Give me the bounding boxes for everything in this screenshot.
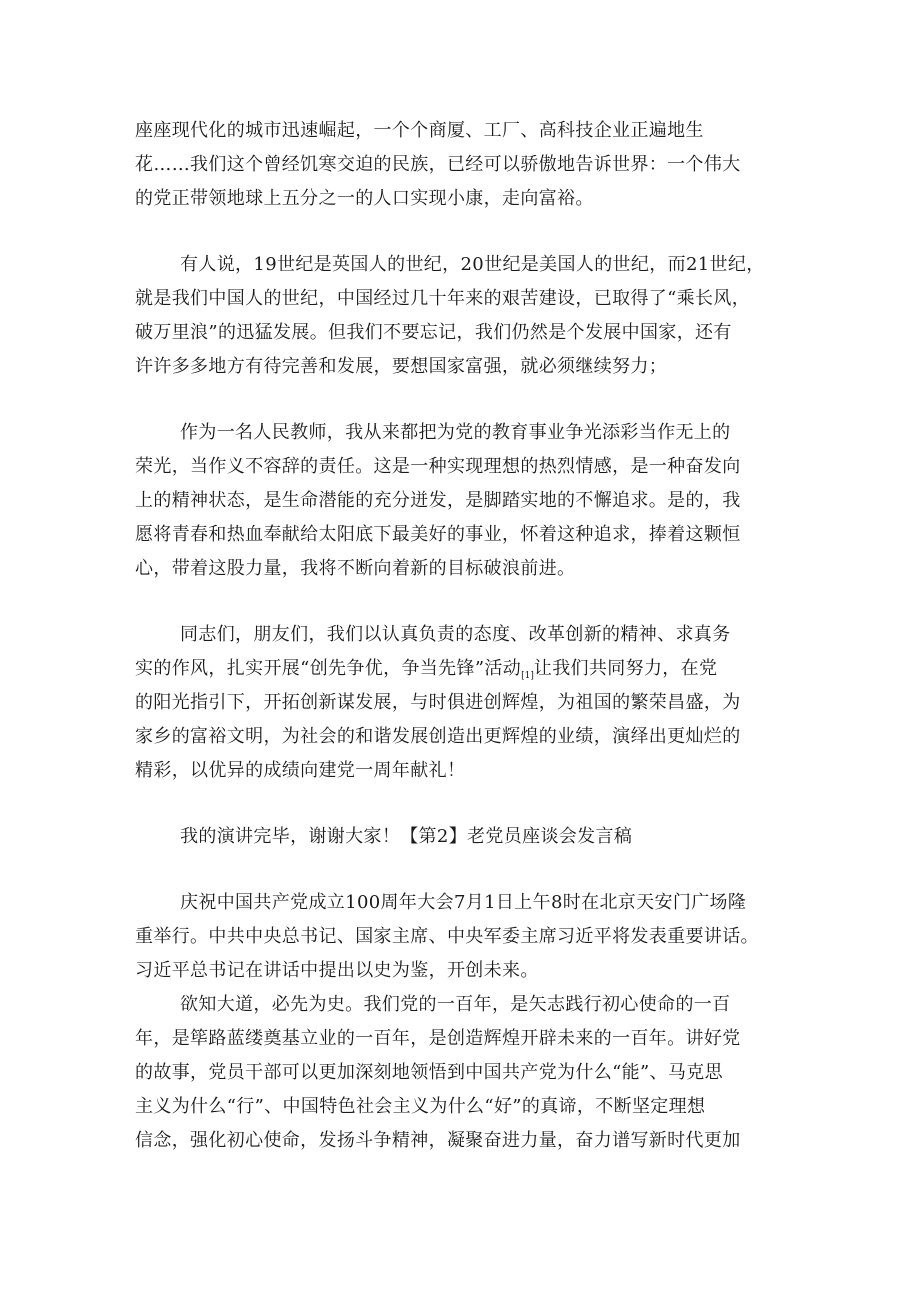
footnote-mark: [1] bbox=[521, 671, 534, 681]
text-line: 的阳光指引下，开拓创新谋发展，与时俱进创辉煌，为祖国的繁荣昌盛，为 bbox=[135, 692, 741, 713]
text-line: 有人说，19世纪是英国人的世纪，20世纪是美国人的世纪，而21世纪， bbox=[180, 254, 765, 275]
text-line: 心，带着这股力量，我将不断向着新的目标破浪前进。 bbox=[135, 558, 576, 579]
text-line-part: 让我们共同努力，在党 bbox=[533, 658, 718, 679]
text-line: 破万里浪”的迅猛发展。但我们不要忘记，我们仍然是个发展中国家，还有 bbox=[135, 322, 732, 343]
text-line: 欲知大道，必先为史。我们党的一百年，是矢志践行初心使命的一百 bbox=[180, 994, 731, 1015]
text-line: 信念，强化初心使命，发扬斗争精神，凝聚奋进力量，奋力谱写新时代更加 bbox=[135, 1130, 741, 1151]
text-line: 的故事，党员干部可以更加深刻地领悟到中国共产党为什么“能”、马克思 bbox=[135, 1062, 723, 1083]
text-line: 上的精神状态，是生命潜能的充分迸发，是脚踏实地的不懈追求。是的，我 bbox=[135, 490, 741, 511]
text-line: 荣光，当作义不容辞的责任。这是一种实现理想的热烈情感，是一种奋发向 bbox=[135, 456, 741, 477]
text-line: 就是我们中国人的世纪，中国经过几十年来的艰苦建设，已取得了“乘长风， bbox=[135, 288, 751, 309]
text-line: 习近平总书记在讲话中提出以史为鉴，开创未来。 bbox=[135, 960, 539, 981]
text-line: 花……我们这个曾经饥寒交迫的民族，已经可以骄傲地告诉世界：一个伟大 bbox=[135, 154, 741, 175]
text-line: 许许多多地方有待完善和发展，要想国家富强，就必须继续努力； bbox=[135, 356, 668, 377]
text-line: 主义为什么“行”、中国特色社会主义为什么“好”的真谛，不断坚定理想 bbox=[135, 1096, 706, 1117]
text-line: 的党正带领地球上五分之一的人口实现小康，走向富裕。 bbox=[135, 188, 594, 209]
text-line: 精彩，以优异的成绩向建党一周年献礼！ bbox=[135, 760, 466, 781]
text-line: 年，是筚路蓝缕奠基立业的一百年，是创造辉煌开辟未来的一百年。讲好党 bbox=[135, 1028, 741, 1049]
text-line: 重举行。中共中央总书记、国家主席、中央军委主席习近平将发表重要讲话。 bbox=[135, 926, 759, 947]
text-line: 愿将青春和热血奉献给太阳底下最美好的事业，怀着这种追求，捧着这颗恒 bbox=[135, 524, 741, 545]
text-line: 庆祝中国共产党成立100周年大会7月1日上午8时在北京天安门广场隆 bbox=[180, 892, 747, 913]
text-line: 同志们，朋友们，我们以认真负责的态度、改革创新的精神、求真务 bbox=[180, 624, 731, 645]
text-line: 座座现代化的城市迅速崛起，一个个商厦、工厂、高科技企业正遍地生 bbox=[135, 120, 704, 141]
text-line bbox=[135, 656, 785, 682]
text-line: 作为一名人民教师，我从来都把为党的教育事业争光添彩当作无上的 bbox=[180, 422, 731, 443]
section-heading: 我的演讲完毕，谢谢大家！【第2】老党员座谈会发言稿 bbox=[180, 826, 633, 847]
text-line: 家乡的富裕文明，为社会的和谐发展创造出更辉煌的业绩，演绎出更灿烂的 bbox=[135, 726, 741, 747]
text-line-part: 实的作风，扎实开展“创先争优，争当先锋”活动 bbox=[135, 658, 522, 679]
